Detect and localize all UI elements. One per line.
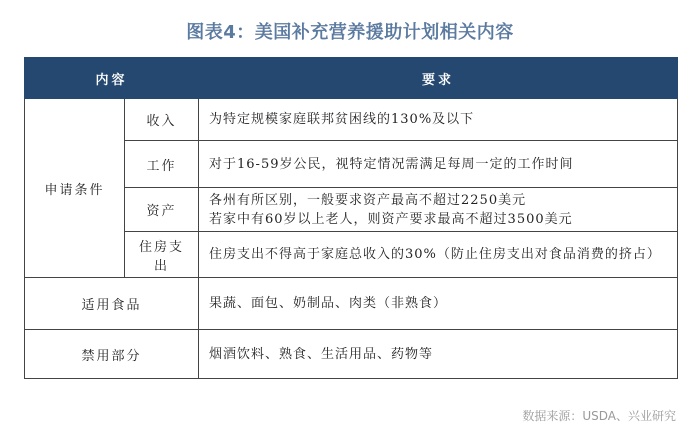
row-label-work: 工作 xyxy=(125,141,199,188)
row-label-housing: 住房支出 xyxy=(125,232,199,278)
header-requirement: 要求 xyxy=(199,58,678,99)
source-note: 数据来源：USDA、兴业研究 xyxy=(522,409,676,423)
row-label-food: 适用食品 xyxy=(25,278,199,330)
row-req-work: 对于16-59岁公民，视特定情况需满足每周一定的工作时间 xyxy=(199,141,678,188)
group-label-application: 申请条件 xyxy=(25,99,125,278)
row-req-assets xyxy=(199,188,678,232)
row-req-assets-line2: 若家中有60岁以上老人，则资产要求最高不超过3500美元 xyxy=(209,211,573,227)
table-row xyxy=(25,330,678,379)
row-req-income: 为特定规模家庭联邦贫困线的130%及以下 xyxy=(199,99,678,141)
row-req-assets-line1: 各州有所区别，一般要求资产最高不超过2250美元 xyxy=(209,192,527,208)
row-req-housing: 住房支出不得高于家庭总收入的30%（防止住房支出对食品消费的挤占） xyxy=(199,232,678,278)
row-req-food: 果蔬、面包、奶制品、肉类（非熟食） xyxy=(199,278,678,330)
table-row xyxy=(25,99,678,141)
page-title: 图表4：美国补充营养援助计划相关内容 xyxy=(186,22,514,43)
snap-table xyxy=(24,57,678,379)
row-label-banned: 禁用部分 xyxy=(25,330,199,379)
row-req-banned: 烟酒饮料、熟食、生活用品、药物等 xyxy=(199,330,678,379)
row-label-income: 收入 xyxy=(125,99,199,141)
row-label-assets: 资产 xyxy=(125,188,199,232)
table-header-row xyxy=(25,58,678,99)
header-content: 内容 xyxy=(25,58,199,99)
table-row xyxy=(25,278,678,330)
